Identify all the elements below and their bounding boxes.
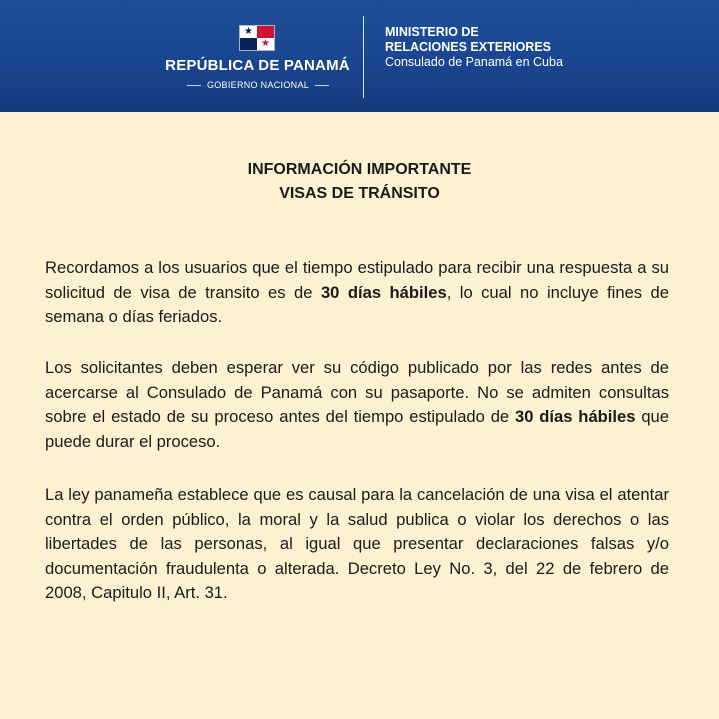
heading-line-1: INFORMACIÓN IMPORTANTE xyxy=(247,161,472,178)
p2-bold-days: 30 días hábiles xyxy=(515,407,636,426)
ministry-line-1: MINISTERIO DE xyxy=(385,25,479,39)
notice-heading xyxy=(0,158,719,206)
p1-bold-days: 30 días hábiles xyxy=(320,282,447,302)
panama-flag-icon: ★ ★ xyxy=(240,26,274,50)
consulate-name: Consulado de Panamá en Cuba xyxy=(385,55,563,69)
paragraph-code-publication xyxy=(45,356,669,454)
dash-right xyxy=(315,85,329,86)
p1-text-a: Recordamos a los usuarios que el tiempo estipulado para recibir una respuesta a su solicitud de visa de transito es de xyxy=(45,258,669,302)
paragraph-legal-basis: La ley panameña establece que es causal para la cancelación de una visa el atentar contra el orden público, la moral y la salud publica o violar los derechos o las libertades de las personas, al igual que presentar declaraciones falsas y/o documentación fraudulenta o alterada. Decreto Ley No. 3, del 22 de febrero de 2008, Capitulo II, Art. 31. xyxy=(45,485,669,602)
ministry-line-2: RELACIONES EXTERIORES xyxy=(385,40,551,54)
ministry-block xyxy=(385,25,563,70)
p1-text-b: , lo cual no incluye fines de semana o días feriados. xyxy=(45,282,670,326)
paragraph-processing-time xyxy=(45,256,669,330)
heading-line-2: VISAS DE TRÁNSITO xyxy=(279,185,440,202)
government-subtitle: GOBIERNO NACIONAL xyxy=(206,80,310,90)
republic-title: REPÚBLICA DE PANAMÁ xyxy=(165,57,350,74)
dash-left xyxy=(187,85,201,86)
government-subtitle-row xyxy=(176,79,340,91)
p2-text-a: Los solicitantes deben esperar ver su código publicado por las redes antes de acercarse al Consulado de Panamá con su pasaporte. No se admiten consultas sobre el estado de su proceso antes del tiempo estipulado de xyxy=(45,358,669,426)
p2-text-b: que puede durar el proceso. xyxy=(45,407,670,451)
header-divider xyxy=(363,16,364,98)
header-band xyxy=(0,0,719,112)
